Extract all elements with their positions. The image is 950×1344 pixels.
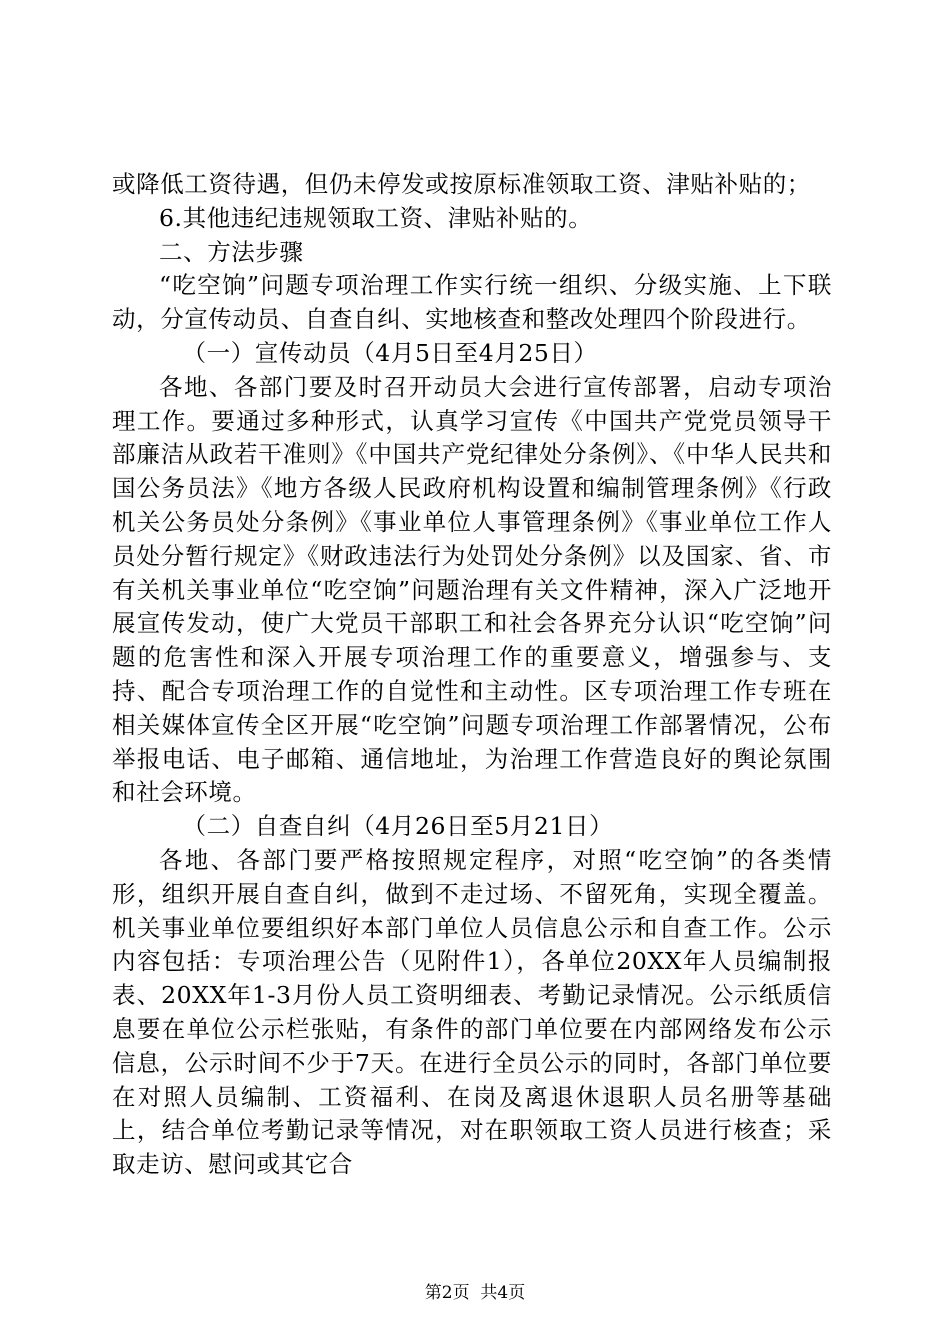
subheading-publicity: （一）宣传动员（4月5日至4月25日） — [182, 338, 598, 367]
paragraph-overview: “吃空饷”问题专项治理工作实行统一组织、分级实施、上下联动，分宣传动员、自查自纠、实地核查和整改处理四个阶段进行。 — [112, 271, 832, 334]
page-footer — [0, 1282, 950, 1304]
document-body — [112, 168, 832, 1182]
paragraph-publicity: 各地、各部门要及时召开动员大会进行宣传部署，启动专项治理工作。要通过多种形式，认真学习宣传《中国共产党党员领导干部廉洁从政若干准则》《中国共产党纪律处分条例》、《中华人民共和国公务员法》《地方各级人民政府机构设置和编制管理条例》《行政机关公务员处分条例》《事业单位人事管理条例》《事业单位工作人员处分暂行规定》《财政违法行为处罚处分条例》以及国家、省、市有关机关事业单位“吃空饷”问题治理有关文件精神，深入广泛地开展宣传发动，使广大党员干部职工和社会各界充分认识“吃空饷”问题的危害性和深入开展专项治理工作的重要意义，增强参与、支持、配合专项治理工作的自觉性和主动性。区专项治理工作专班在相关媒体宣传全区开展“吃空饷”问题专项治理工作部署情况，公布举报电话、电子邮箱、通信地址，为治理工作营造良好的舆论氛围和社会环境。 — [112, 372, 832, 807]
paragraph-self-check: 各地、各部门要严格按照规定程序，对照“吃空饷”的各类情形，组织开展自查自纠，做到不走过场、不留死角，实现全覆盖。机关事业单位要组织好本部门单位人员信息公示和自查工作。公示内容包括：专项治理公告（见附件1），各单位20XX年人员编制报表、20XX年1-3月份人员工资明细表、考勤记录情况。公示纸质信息要在单位公示栏张贴，有条件的部门单位要在内部网络发布公示信息，公示时间不少于7天。在进行全员公示的同时，各部门单位要在对照人员编制、工资福利、在岗及离退休退职人员名册等基础上，结合单位考勤记录等情况，对在职领取工资人员进行核查；采取走访、慰问或其它合 — [112, 845, 832, 1179]
page-number: 第2页 — [424, 1283, 470, 1303]
paragraph-continuation: 或降低工资待遇，但仍未停发或按原标准领取工资、津贴补贴的； — [112, 170, 811, 198]
page-total: 共4页 — [480, 1283, 526, 1303]
paragraph-item-6: 6.其他违纪违规领取工资、津贴补贴的。 — [159, 203, 593, 232]
subheading-self-check: （二）自查自纠（4月26日至5月21日） — [182, 812, 614, 841]
section-heading-methods: 二、方法步骤 — [159, 237, 304, 266]
